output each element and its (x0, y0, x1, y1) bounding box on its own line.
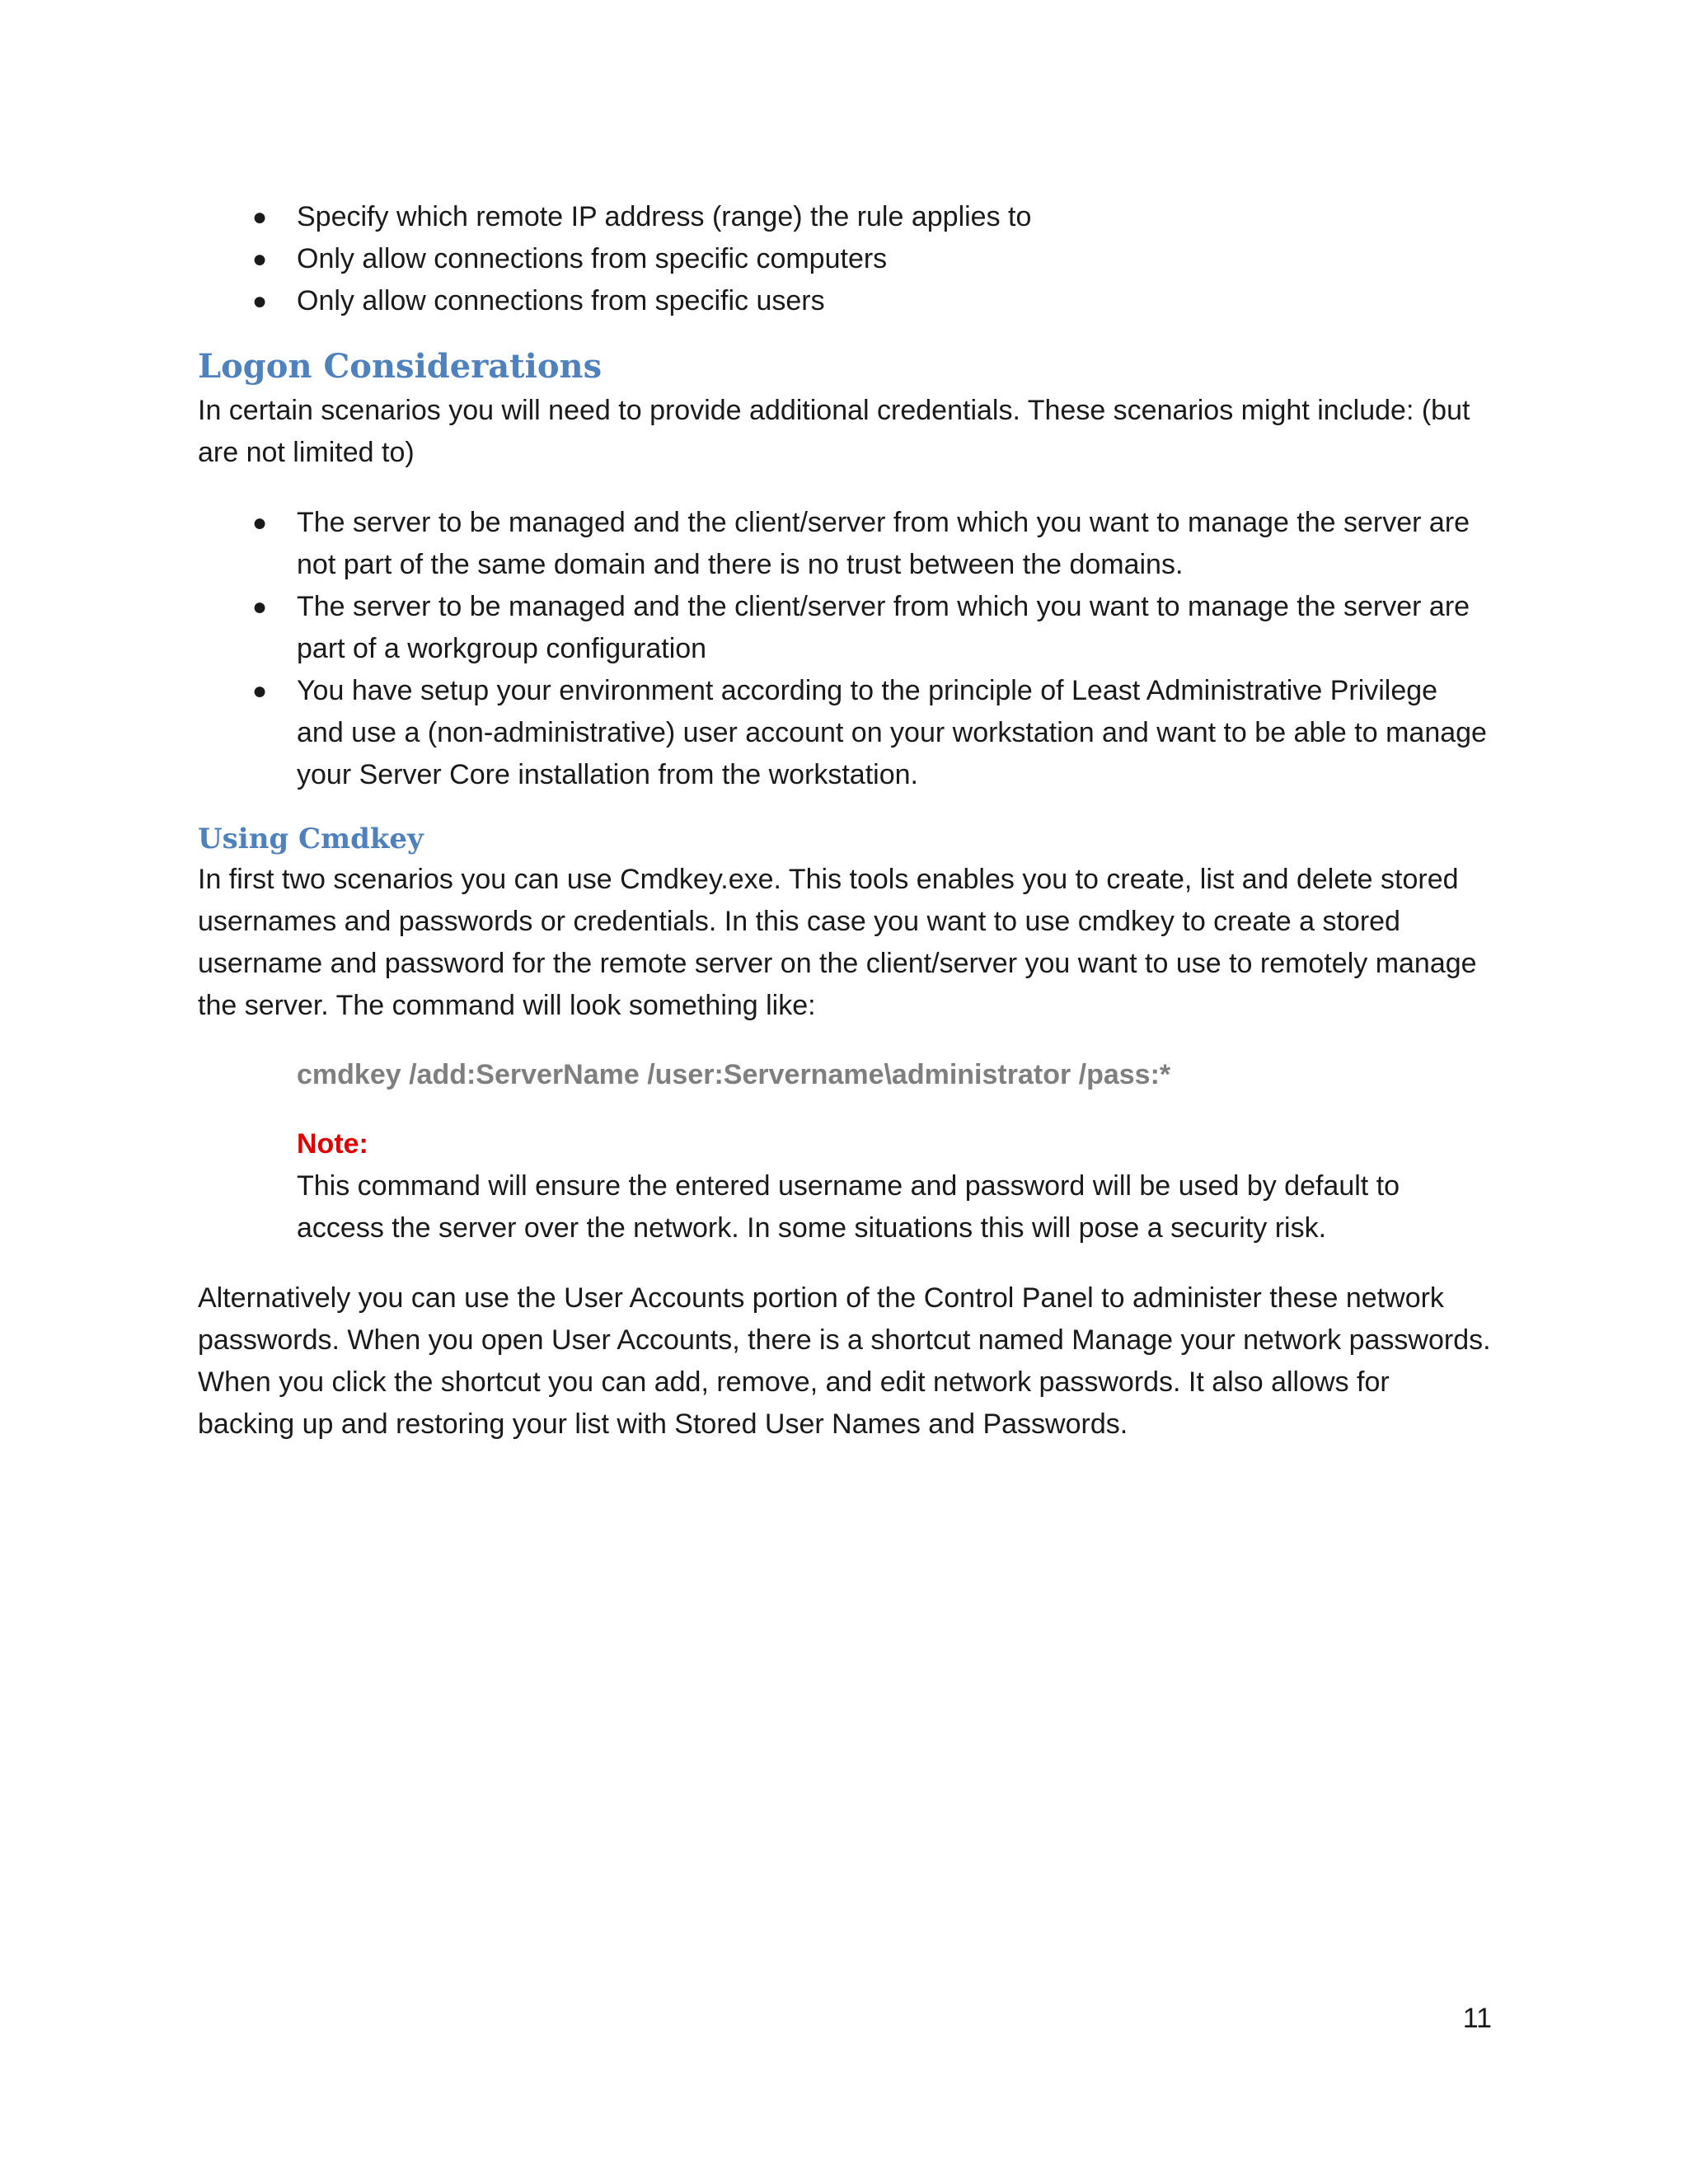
bullet-icon: ● (251, 677, 268, 705)
note-text: This command will ensure the entered username and password will be used by default to access the server over the network. In some situations this will pose a security risk. (297, 1170, 1400, 1244)
document-page (198, 196, 1492, 1446)
bullet-icon: ● (251, 593, 268, 621)
list-item-text: You have setup your environment according to the principle of Least Administrative Privilege and use a (non-administrative) user account on your workstation and want to be able to manage your Server Core installation from the workstation. (297, 675, 1487, 790)
list-item-text: Only allow connections from specific computers (297, 243, 888, 274)
bullet-icon: ● (251, 204, 268, 231)
logon-intro-paragraph: In certain scenarios you will need to provide additional credentials. These scenarios might include: (but are not limited to) (198, 395, 1470, 468)
list-item-text: Only allow connections from specific users (297, 285, 825, 316)
cmdkey-paragraph: In first two scenarios you can use Cmdkey.exe. This tools enables you to create, list and delete stored usernames and passwords or credentials. In this case you want to use cmdkey to create a stored username and password for the remote server on the client/server you want to use to remotely manage the server. The command will look something like: (198, 864, 1477, 1021)
scenario-list (198, 502, 1492, 796)
bullet-icon: ● (251, 509, 268, 537)
firewall-options-list (198, 196, 1492, 322)
list-item (198, 280, 1492, 322)
list-item (198, 502, 1492, 586)
list-item (198, 586, 1492, 670)
page-number: 11 (1462, 2003, 1492, 2034)
list-item-text: The server to be managed and the client/server from which you want to manage the server are part of a workgroup configuration (297, 591, 1470, 664)
logon-considerations-heading: Logon Considerations (198, 347, 603, 386)
list-item-text: Specify which remote IP address (range) the rule applies to (297, 201, 1032, 232)
bullet-icon: ● (251, 288, 268, 315)
command-block (198, 1054, 1492, 1249)
list-item (198, 196, 1492, 238)
cmdkey-command: cmdkey /add:ServerName /user:Servername\administrator /pass:* (297, 1059, 1171, 1090)
list-item (198, 670, 1492, 796)
alternative-paragraph: Alternatively you can use the User Accounts portion of the Control Panel to administer these network passwords. When you open User Accounts, there is a shortcut named Manage your network passwords. When you click the shortcut you can add, remove, and edit network passwords. It also allows for backing up and restoring your list with Stored User Names and Passwords. (198, 1282, 1491, 1440)
note-label: Note: (297, 1128, 368, 1160)
list-item (198, 238, 1492, 280)
bullet-icon: ● (251, 246, 268, 273)
using-cmdkey-heading: Using Cmdkey (198, 823, 424, 855)
list-item-text: The server to be managed and the client/server from which you want to manage the server are not part of the same domain and there is no trust between the domains. (297, 507, 1470, 580)
